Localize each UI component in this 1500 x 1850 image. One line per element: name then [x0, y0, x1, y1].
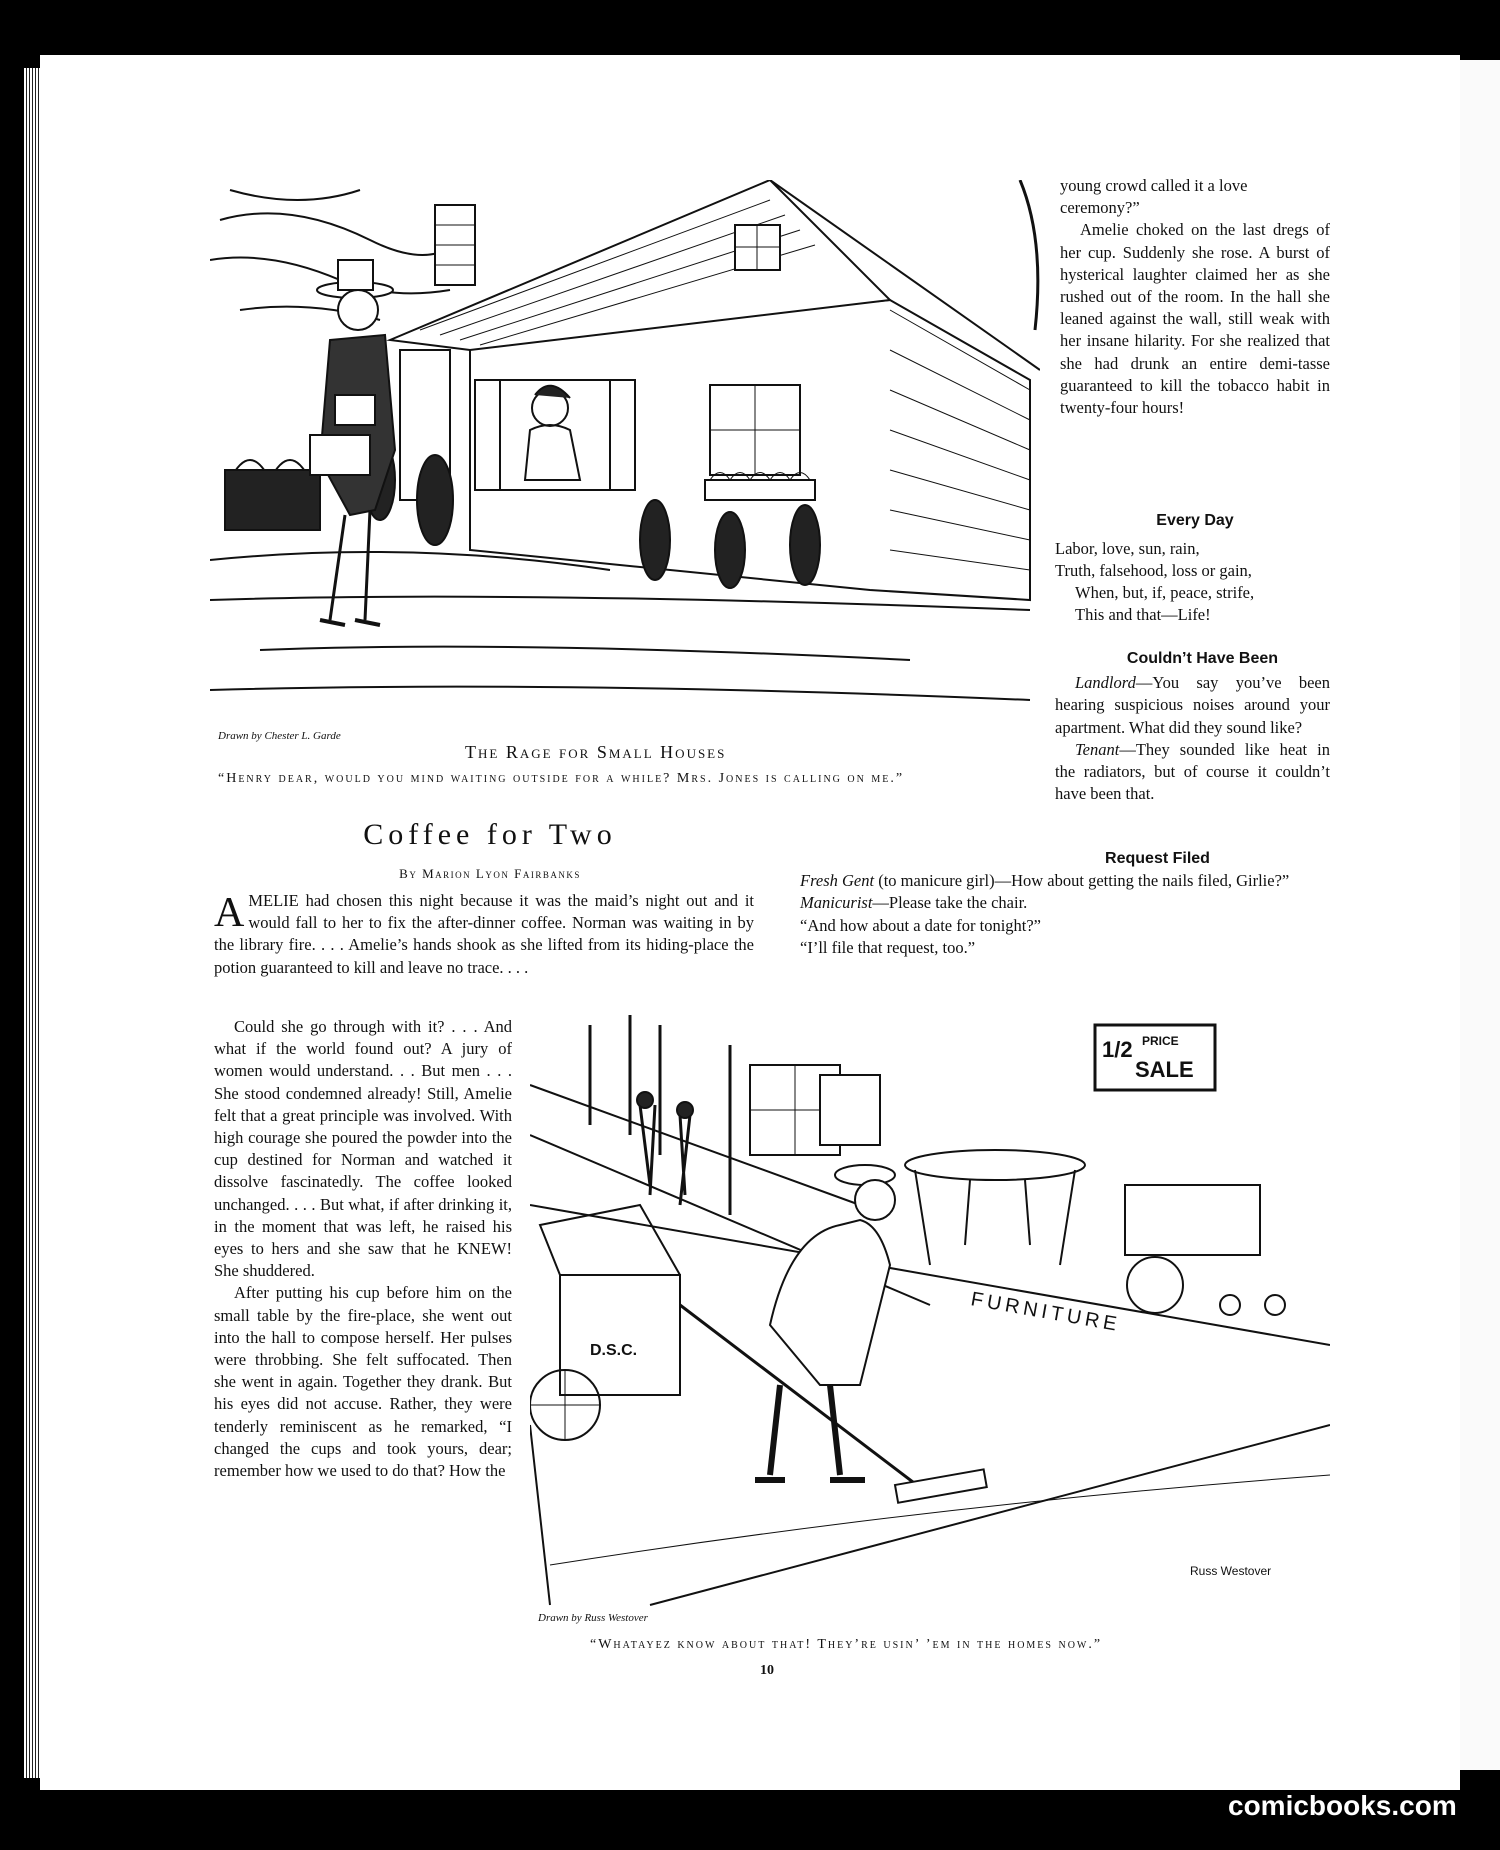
story-column — [214, 1012, 512, 1660]
request-filed-title: Request Filed — [1105, 850, 1210, 867]
fresh-gent-speaker: Fresh Gent — [800, 871, 875, 891]
story-continued-line1: young crowd called it a love — [1060, 176, 1248, 195]
left-page-stack-edge — [24, 68, 40, 1778]
story-intro-paragraph — [214, 890, 754, 979]
manicurist-speaker: Manicurist — [800, 893, 873, 913]
bottom-illustration-caption: “Whatayez know about that! They’re usin’ ’em in the homes now.” — [590, 1637, 1103, 1652]
poem-line-3: When, but, if, peace, strife, — [1075, 583, 1255, 602]
poem-line-2: Truth, falsehood, loss or gain, — [1055, 561, 1252, 580]
tenant-speaker: Tenant — [1075, 739, 1120, 759]
story-title: Coffee for Two — [363, 818, 617, 851]
sale-sign-fraction: 1/2 — [1102, 1037, 1133, 1062]
story-paragraph-3: After putting his cup before him on the small table by the fire-place, she went out into the hall to compose herself. Her pulses were throbbing. She felt suffocated. Then she went in again. Together they drank. But his eyes did not accuse. Rather, they were tenderly reminiscent as he remarked, “I changed the cups and took yours, dear; remember how we used to do that? How the — [214, 1283, 512, 1481]
russ-westover-signature: Russ Westover — [1190, 1564, 1272, 1578]
every-day-poem — [1055, 512, 1335, 626]
street-sweeper-illustration — [530, 1005, 1330, 1610]
poem-line-1: Labor, love, sun, rain, — [1055, 539, 1200, 558]
request-filed-joke — [780, 848, 1335, 959]
page-number: 10 — [760, 1663, 774, 1678]
street-sweeper-drawing — [530, 1005, 1330, 1610]
story-ending-paragraph: Amelie choked on the last dregs of her cup. Suddenly she rose. A burst of hysterical laughter claimed her as she rushed out of the room. In the hall she leaned against the wall, still weak with her insane hilarity. For she realized that she had drunk an entire demi-tasse guaranteed to kill the tobacco habit in twenty-four hours! — [1060, 220, 1330, 418]
drop-cap: A — [214, 890, 245, 936]
request-line-1 — [780, 870, 1335, 892]
cart-lettering: D.S.C. — [590, 1342, 638, 1359]
top-illustration-title: The Rage for Small Houses — [465, 742, 727, 762]
site-watermark: comicbooks.com — [1228, 1790, 1457, 1821]
facing-page-edge — [1460, 60, 1500, 1770]
request-line-2 — [780, 892, 1335, 914]
tenant-line — [1055, 739, 1330, 806]
small-house-drawing — [210, 180, 1040, 725]
small-house-illustration — [210, 180, 1040, 725]
poem-line-4: This and that—Life! — [1075, 605, 1211, 624]
request-line-1-text: (to manicure girl)—How about getting the nails filed, Girlie?” — [874, 871, 1290, 891]
sale-sign-price: PRICE — [1142, 1034, 1179, 1048]
right-column — [1060, 175, 1330, 419]
couldnt-have-been-joke — [1055, 648, 1330, 805]
request-line-2-text: —Please take the chair. — [872, 893, 1028, 913]
landlord-line — [1055, 672, 1330, 739]
top-illustration-caption: “Henry dear, would you mind waiting outside for a while? Mrs. Jones is calling on me.” — [218, 771, 905, 786]
top-illustration-credit: Drawn by Chester L. Garde — [218, 730, 341, 742]
landlord-text: —You say you’ve been hearing suspicious noises around your apartment. What did they sound like? — [1055, 673, 1330, 737]
story-continued-line2: ceremony?” — [1060, 198, 1140, 218]
story-intro — [214, 890, 754, 979]
sale-sign-sale: SALE — [1135, 1057, 1194, 1082]
intro-text: had chosen this night because it was the maid’s night out and it would fall to her to fix the after-dinner coffee. Norman was waiting in by the library fire. . . . Amelie’s hands shook as she lifted from its hiding-place the potion guaranteed to kill and leave no trace. . . . — [214, 891, 754, 977]
couldnt-have-been-title: Couldn’t Have Been — [1126, 650, 1279, 667]
request-line-3: “And how about a date for tonight?” — [800, 915, 1042, 935]
landlord-speaker: Landlord — [1075, 673, 1136, 693]
intro-first-word: MELIE — [248, 891, 299, 910]
story-paragraph-2: Could she go through with it? . . . And what if the world found out? A jury of women would understand. . . But men . . . She stood condemned already! Still, Amelie felt that a great principle was involved. With high courage she poured the powder into the cup destined for Norman and watched it dissolve fascinatedly. The coffee looked unchanged. . . . But what, if after drinking it, in the moment that was left, he raised his eyes to hers and she saw that he KNEW! She shuddered. — [214, 1017, 512, 1281]
story-byline: By Marion Lyon Fairbanks — [399, 866, 581, 881]
every-day-title: Every Day — [1156, 512, 1234, 529]
request-line-4: “I’ll file that request, too.” — [800, 937, 976, 957]
tenant-text: —They sounded like heat in the radiators, but of course it couldn’t have been that. — [1055, 739, 1330, 804]
furniture-lettering: FURNITURE — [969, 1288, 1123, 1337]
bottom-illustration-credit: Drawn by Russ Westover — [538, 1612, 648, 1624]
